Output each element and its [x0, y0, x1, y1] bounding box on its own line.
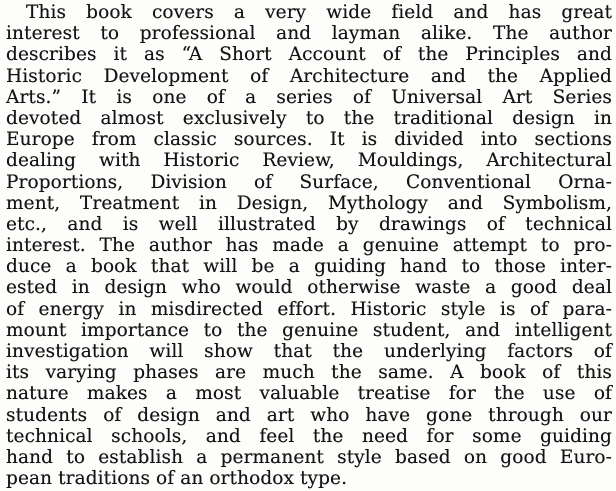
text-line: Proportions, Division of Surface, Conventional Orna-	[6, 171, 612, 193]
text-line: ested in design who would otherwise waste a good deal	[6, 277, 612, 299]
text-line: interest to professional and layman alike. The author	[6, 23, 612, 45]
text-line: This book covers a very wide field and has great	[26, 2, 612, 23]
text-line: nature makes a most valuable treatise for the use of	[6, 383, 612, 405]
text-line: hand to establish a permanent style based on good Euro-	[6, 446, 612, 468]
text-line: investigation will show that the underlying factors of	[6, 341, 612, 362]
text-line: dealing with Historic Review, Mouldings, Architectural	[6, 150, 612, 172]
text-line: etc., and is well illustrated by drawings of technical	[6, 213, 612, 235]
text-line: Historic Development of Architecture and the Applied	[6, 65, 612, 87]
text-line: duce a book that will be a guiding hand to those inter-	[6, 256, 612, 278]
text-line: Arts.” It is one of a series of Universal Art Series	[6, 86, 612, 108]
text-line: ment, Treatment in Design, Mythology and Symbolism,	[6, 192, 612, 214]
text-line: interest. The author has made a genuine attempt to pro-	[6, 235, 612, 257]
text-line: students of design and art who have gone through our	[6, 404, 612, 426]
text-line: technical schools, and feel the need for some guiding	[6, 425, 612, 447]
text-line: Europe from classic sources. It is divided into sections	[6, 129, 612, 151]
text-line: its varying phases are much the same. A book of this	[6, 362, 612, 384]
text-line: mount importance to the genuine student, and intelligent	[6, 319, 612, 341]
text-line: devoted almost exclusively to the traditional design in	[6, 107, 612, 129]
text-line: of energy in misdirected effort. Historic style is of para-	[6, 298, 612, 320]
text-line: describes it as “A Short Account of the Principles and	[6, 44, 612, 66]
review-paragraph	[6, 2, 612, 489]
text-line: pean traditions of an orthodox type.	[6, 468, 348, 490]
